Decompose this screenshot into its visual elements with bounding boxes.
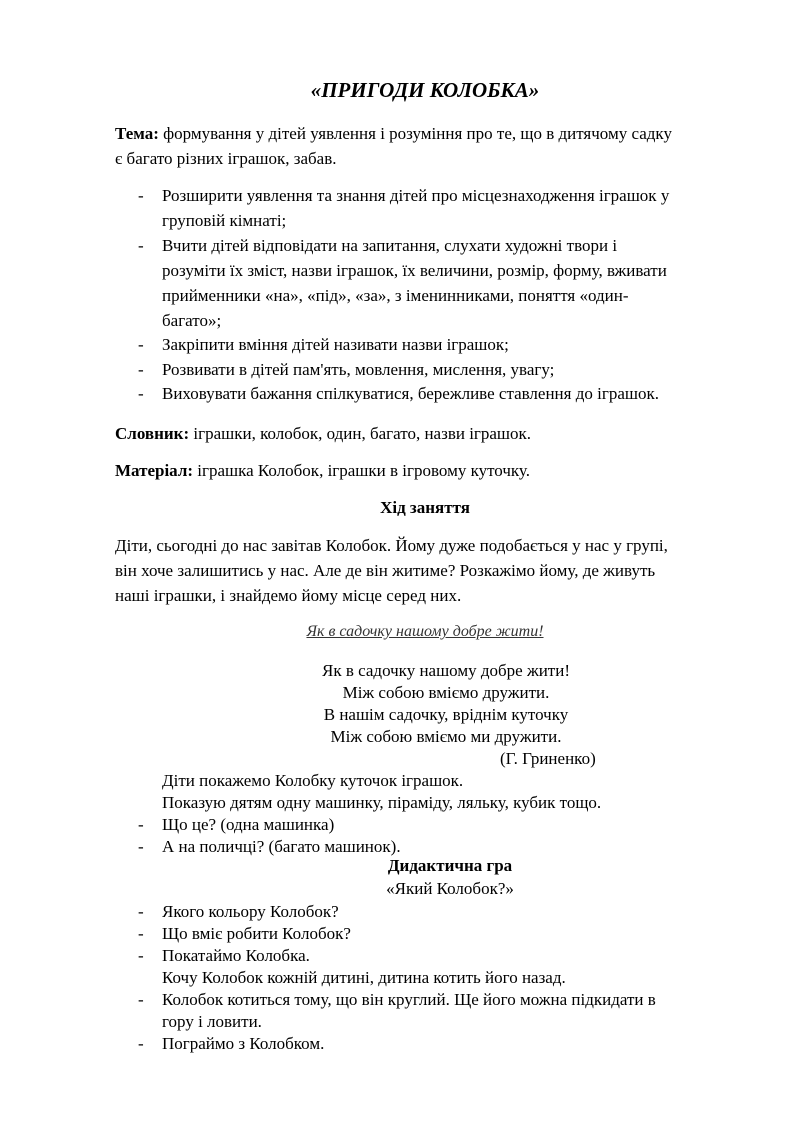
list-dash: - bbox=[138, 815, 144, 834]
hid-heading: Хід заняття bbox=[380, 498, 470, 517]
intro-line-3: наші іграшки, і знайдемо йому місце серед них. bbox=[115, 586, 462, 605]
game-item-1: Якого кольору Колобок? bbox=[162, 902, 339, 921]
list-dash: - bbox=[138, 360, 144, 379]
slovnyk-line bbox=[115, 425, 531, 442]
goal-1-line-2: груповій кімнаті; bbox=[162, 211, 287, 230]
goal-5-line-1: Виховувати бажання спілкуватися, бережливе ставлення до іграшок. bbox=[162, 384, 659, 403]
slovnyk-text: іграшки, колобок, один, багато, назви іграшок. bbox=[189, 424, 532, 443]
list-dash: - bbox=[138, 335, 144, 354]
game-item-4-line-1: Колобок котиться тому, що він круглий. Ще його можна підкидати в bbox=[162, 990, 656, 1009]
goal-1-line-1: Розширити уявлення та знання дітей про місцезнаходження іграшок у bbox=[162, 186, 670, 205]
poem-subtitle bbox=[0, 624, 794, 640]
intro-line-2: він хоче залишитись у нас. Але де він житиме? Розкажімо йому, де живуть bbox=[115, 561, 656, 580]
question-1: Що це? (одна машинка) bbox=[162, 815, 335, 834]
list-dash: - bbox=[138, 924, 144, 943]
list-dash: - bbox=[138, 384, 144, 403]
tema-line-1 bbox=[115, 125, 672, 142]
list-dash: - bbox=[138, 946, 144, 965]
tema-text: формування у дітей уявлення і розуміння про те, що в дитячому садку bbox=[158, 124, 672, 143]
list-dash: - bbox=[138, 236, 144, 255]
list-dash: - bbox=[138, 902, 144, 921]
goal-3-line-1: Закріпити вміння дітей називати назви іграшок; bbox=[162, 335, 509, 354]
list-dash: - bbox=[138, 837, 144, 856]
goal-2-line-2: розуміти їх зміст, назви іграшок, їх величини, розмір, форму, вживати bbox=[162, 261, 667, 280]
list-dash: - bbox=[138, 186, 144, 205]
game-note: Кочу Колобок кожній дитині, дитина котить його назад. bbox=[162, 968, 566, 987]
poem-line-1: Як в садочку нашому добре жити! bbox=[322, 661, 570, 680]
goal-2-line-1: Вчити дітей відповідати на запитання, слухати художні твори і bbox=[162, 236, 618, 255]
list-dash: - bbox=[138, 1034, 144, 1053]
poem-subtitle-text: Як в садочку нашому добре жити! bbox=[306, 623, 544, 640]
goal-2-line-4: багато»; bbox=[162, 311, 222, 330]
tema-line-2: є багато різних іграшок, забав. bbox=[115, 149, 337, 168]
tema-label: Тема: bbox=[115, 124, 159, 143]
material-label: Матеріал: bbox=[115, 461, 194, 480]
poem-line-3: В нашім садочку, вріднім куточку bbox=[323, 705, 569, 724]
poem-line-4: Між собою вміємо ми дружити. bbox=[330, 727, 562, 746]
slovnyk-label: Словник: bbox=[115, 424, 190, 443]
intro-line-1: Діти, сьогодні до нас завітав Колобок. Йому дуже подобається у нас у групі, bbox=[115, 536, 668, 555]
page-title: «ПРИГОДИ КОЛОБКА» bbox=[310, 78, 540, 102]
material-line bbox=[115, 462, 530, 479]
game-item-3: Покатаймо Колобка. bbox=[162, 946, 310, 965]
question-2: А на поличці? (багато машинок). bbox=[162, 837, 401, 856]
game-title: «Який Колобок?» bbox=[386, 879, 514, 898]
list-dash: - bbox=[138, 990, 144, 1009]
after-poem-line-2: Показую дятям одну машинку, піраміду, ляльку, кубик тощо. bbox=[162, 793, 602, 812]
game-item-2: Що вміє робити Колобок? bbox=[162, 924, 351, 943]
material-text: іграшка Колобок, іграшки в ігровому куточку. bbox=[193, 461, 530, 480]
game-item-4-line-2: гору і ловити. bbox=[162, 1012, 262, 1031]
poem-line-2: Між собою вміємо дружити. bbox=[342, 683, 550, 702]
poem-author: (Г. Гриненко) bbox=[500, 749, 596, 768]
goal-2-line-3: прийменники «на», «під», «за», з іменинниками, поняття «один- bbox=[162, 286, 629, 305]
after-poem-line-1: Діти покажемо Колобку куточок іграшок. bbox=[162, 771, 464, 790]
game-item-5: Пограймо з Колобком. bbox=[162, 1034, 325, 1053]
game-heading: Дидактична гра bbox=[387, 856, 513, 875]
goal-4-line-1: Розвивати в дітей пам'ять, мовлення, мислення, увагу; bbox=[162, 360, 555, 379]
